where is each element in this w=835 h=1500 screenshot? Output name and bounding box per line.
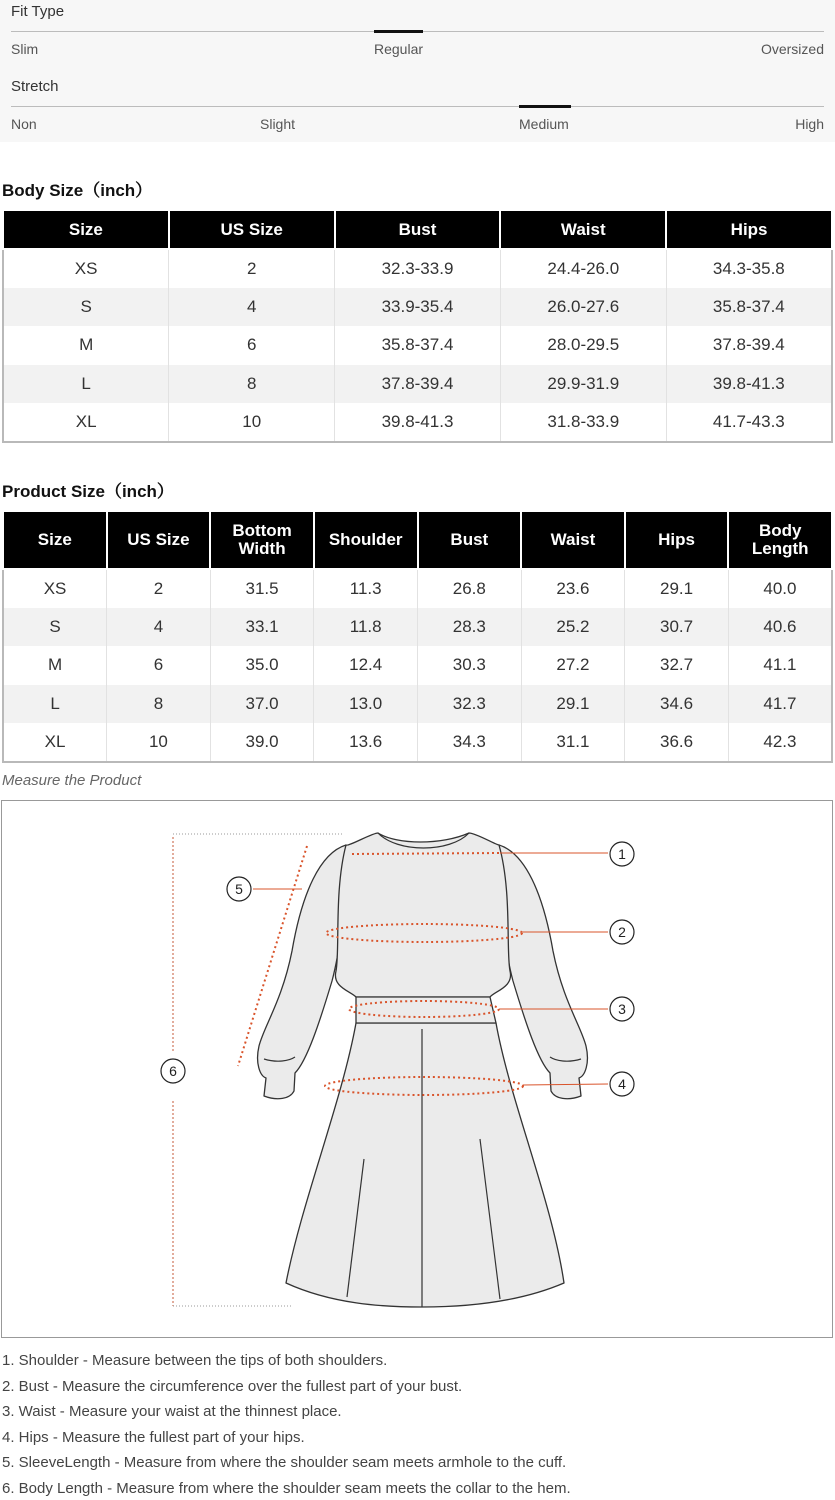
column-header: Waist <box>521 511 625 569</box>
dress-illustration <box>2 801 834 1339</box>
table-cell: 41.1 <box>763 655 797 675</box>
table-cell: 29.1 <box>625 569 729 608</box>
note-body-length: 6. Body Length - Measure from where the shoulder seam meets the collar to the hem. <box>2 1479 571 1497</box>
table-row <box>3 723 832 762</box>
table-cell: 31.8-33.9 <box>500 403 666 442</box>
table-cell: 35.0 <box>210 646 314 685</box>
table-cell: 32.3-33.9 <box>335 249 501 288</box>
table-cell: 29.9-31.9 <box>500 365 666 404</box>
table-cell: 35.8-37.4 <box>666 288 832 327</box>
product-size-table <box>2 510 833 763</box>
column-header: Size <box>3 210 169 249</box>
table-cell: 33.9-35.4 <box>335 288 501 327</box>
table-cell: 10 <box>107 723 211 762</box>
stretch-option-slight: Slight <box>260 116 296 132</box>
dress-skirt <box>286 1023 564 1307</box>
stretch-option-non: Non <box>11 116 37 132</box>
fit-type-option-oversized: Oversized <box>760 41 824 57</box>
marker-label-2: 2 <box>618 924 626 940</box>
column-header: Size <box>3 511 107 569</box>
table-cell: XS <box>3 249 169 288</box>
table-header-row <box>3 210 832 249</box>
column-header: Waist <box>500 210 666 249</box>
table-cell: 2 <box>169 249 335 288</box>
table-cell: 28.0-29.5 <box>500 326 666 365</box>
table-cell: 6 <box>169 326 335 365</box>
table-cell: 33.1 <box>210 608 314 647</box>
measurement-diagram <box>1 800 833 1338</box>
fit-type-selected-marker <box>374 30 423 33</box>
stretch-option-medium: Medium <box>519 116 569 132</box>
table-cell: M <box>3 646 107 685</box>
table-cell: XL <box>3 723 107 762</box>
table-cell: 4 <box>107 608 211 647</box>
table-cell: 34.3 <box>418 723 522 762</box>
note-hips: 4. Hips - Measure the fullest part of your hips. <box>2 1428 305 1446</box>
table-cell: 23.6 <box>521 569 625 608</box>
table-cell: 39.0 <box>210 723 314 762</box>
column-header: Hips <box>666 210 832 249</box>
table-cell: XL <box>3 403 169 442</box>
table-cell: 11.3 <box>314 569 418 608</box>
note-bust: 2. Bust - Measure the circumference over the fullest part of your bust. <box>2 1377 463 1395</box>
fit-panel <box>0 0 835 142</box>
marker-label-1: 1 <box>618 846 626 862</box>
table-cell: 11.8 <box>314 608 418 647</box>
table-cell: 10 <box>169 403 335 442</box>
leader-line-4 <box>523 1084 608 1085</box>
column-header: Bust <box>418 511 522 569</box>
table-cell: 40.6 <box>728 608 832 647</box>
table-cell: 8 <box>107 685 211 724</box>
fit-type-option-regular: Regular <box>374 41 424 57</box>
table-row <box>3 685 832 724</box>
fit-type-row <box>0 0 835 70</box>
dress-bodice <box>335 833 510 997</box>
table-row <box>3 288 832 327</box>
stretch-row <box>0 70 835 140</box>
stretch-track <box>11 106 824 107</box>
table-cell: 2 <box>107 569 211 608</box>
table-cell: 39.8-41.3 <box>335 403 501 442</box>
table-cell: 26.0-27.6 <box>500 288 666 327</box>
column-header: Bust <box>335 210 501 249</box>
table-cell: 41.7-43.3 <box>712 411 785 431</box>
table-cell: 41.7 <box>728 685 832 724</box>
table-cell: 24.4-26.0 <box>500 249 666 288</box>
table-cell: 25.2 <box>521 608 625 647</box>
table-cell: 42.3 <box>763 731 797 751</box>
table-cell: 31.1 <box>521 723 625 762</box>
product-size-title: Product Size（inch） <box>2 482 174 501</box>
table-cell: 37.8-39.4 <box>712 335 785 355</box>
table-cell: 30.3 <box>418 646 522 685</box>
table-cell: 39.8-41.3 <box>666 365 832 404</box>
table-cell: 27.2 <box>521 646 625 685</box>
stretch-option-high: High <box>795 116 824 132</box>
table-cell: 36.6 <box>625 723 729 762</box>
table-cell: 32.3 <box>418 685 522 724</box>
table-cell: 28.3 <box>418 608 522 647</box>
body-size-title: Body Size（inch） <box>2 181 153 200</box>
table-cell: 8 <box>169 365 335 404</box>
column-header: Hips <box>625 511 729 569</box>
body-size-table <box>2 209 833 443</box>
table-cell: S <box>3 288 169 327</box>
table-cell: 32.7 <box>625 646 729 685</box>
table-cell: 4 <box>169 288 335 327</box>
table-cell: 13.0 <box>314 685 418 724</box>
table-cell: 34.3-35.8 <box>712 258 785 278</box>
table-row <box>3 365 832 404</box>
table-cell: 35.8-37.4 <box>335 326 501 365</box>
table-cell: 6 <box>107 646 211 685</box>
table-row <box>3 403 832 442</box>
table-cell: 37.8-39.4 <box>335 365 501 404</box>
stretch-title: Stretch <box>11 78 59 95</box>
marker-label-4: 4 <box>618 1076 626 1092</box>
marker-label-5: 5 <box>235 881 243 897</box>
marker-label-6: 6 <box>169 1063 177 1079</box>
measurement-notes <box>2 1350 832 1500</box>
table-row <box>3 249 832 288</box>
marker-label-3: 3 <box>618 1001 626 1017</box>
table-cell: 40.0 <box>763 578 797 598</box>
table-row <box>3 608 832 647</box>
column-header: Bottom Width <box>210 511 314 569</box>
table-cell: 29.1 <box>521 685 625 724</box>
fit-type-option-slim: Slim <box>11 41 39 57</box>
column-header: US Size <box>107 511 211 569</box>
table-row <box>3 646 832 685</box>
column-header: Body Length <box>728 511 832 569</box>
table-cell: M <box>3 326 169 365</box>
table-row <box>3 326 832 365</box>
table-cell: 34.6 <box>625 685 729 724</box>
table-cell: XS <box>3 569 107 608</box>
column-header: Shoulder <box>314 511 418 569</box>
column-header: US Size <box>169 210 335 249</box>
measure-caption: Measure the Product <box>2 772 142 789</box>
table-row <box>3 569 832 608</box>
note-shoulder: 1. Shoulder - Measure between the tips of both shoulders. <box>2 1352 388 1369</box>
table-cell: 13.6 <box>314 723 418 762</box>
table-cell: S <box>3 608 107 647</box>
note-waist: 3. Waist - Measure your waist at the thinnest place. <box>2 1403 342 1421</box>
table-cell: 30.7 <box>625 608 729 647</box>
table-cell: 26.8 <box>418 569 522 608</box>
table-cell: L <box>3 365 169 404</box>
table-cell: 37.0 <box>210 685 314 724</box>
stretch-selected-marker <box>519 105 571 108</box>
fit-type-title: Fit Type <box>11 3 65 20</box>
table-header-row <box>3 511 832 569</box>
table-cell: 31.5 <box>210 569 314 608</box>
note-sleeve-length: 5. SleeveLength - Measure from where the shoulder seam meets armhole to the cuff. <box>2 1454 567 1472</box>
table-cell: 12.4 <box>314 646 418 685</box>
table-cell: L <box>3 685 107 724</box>
